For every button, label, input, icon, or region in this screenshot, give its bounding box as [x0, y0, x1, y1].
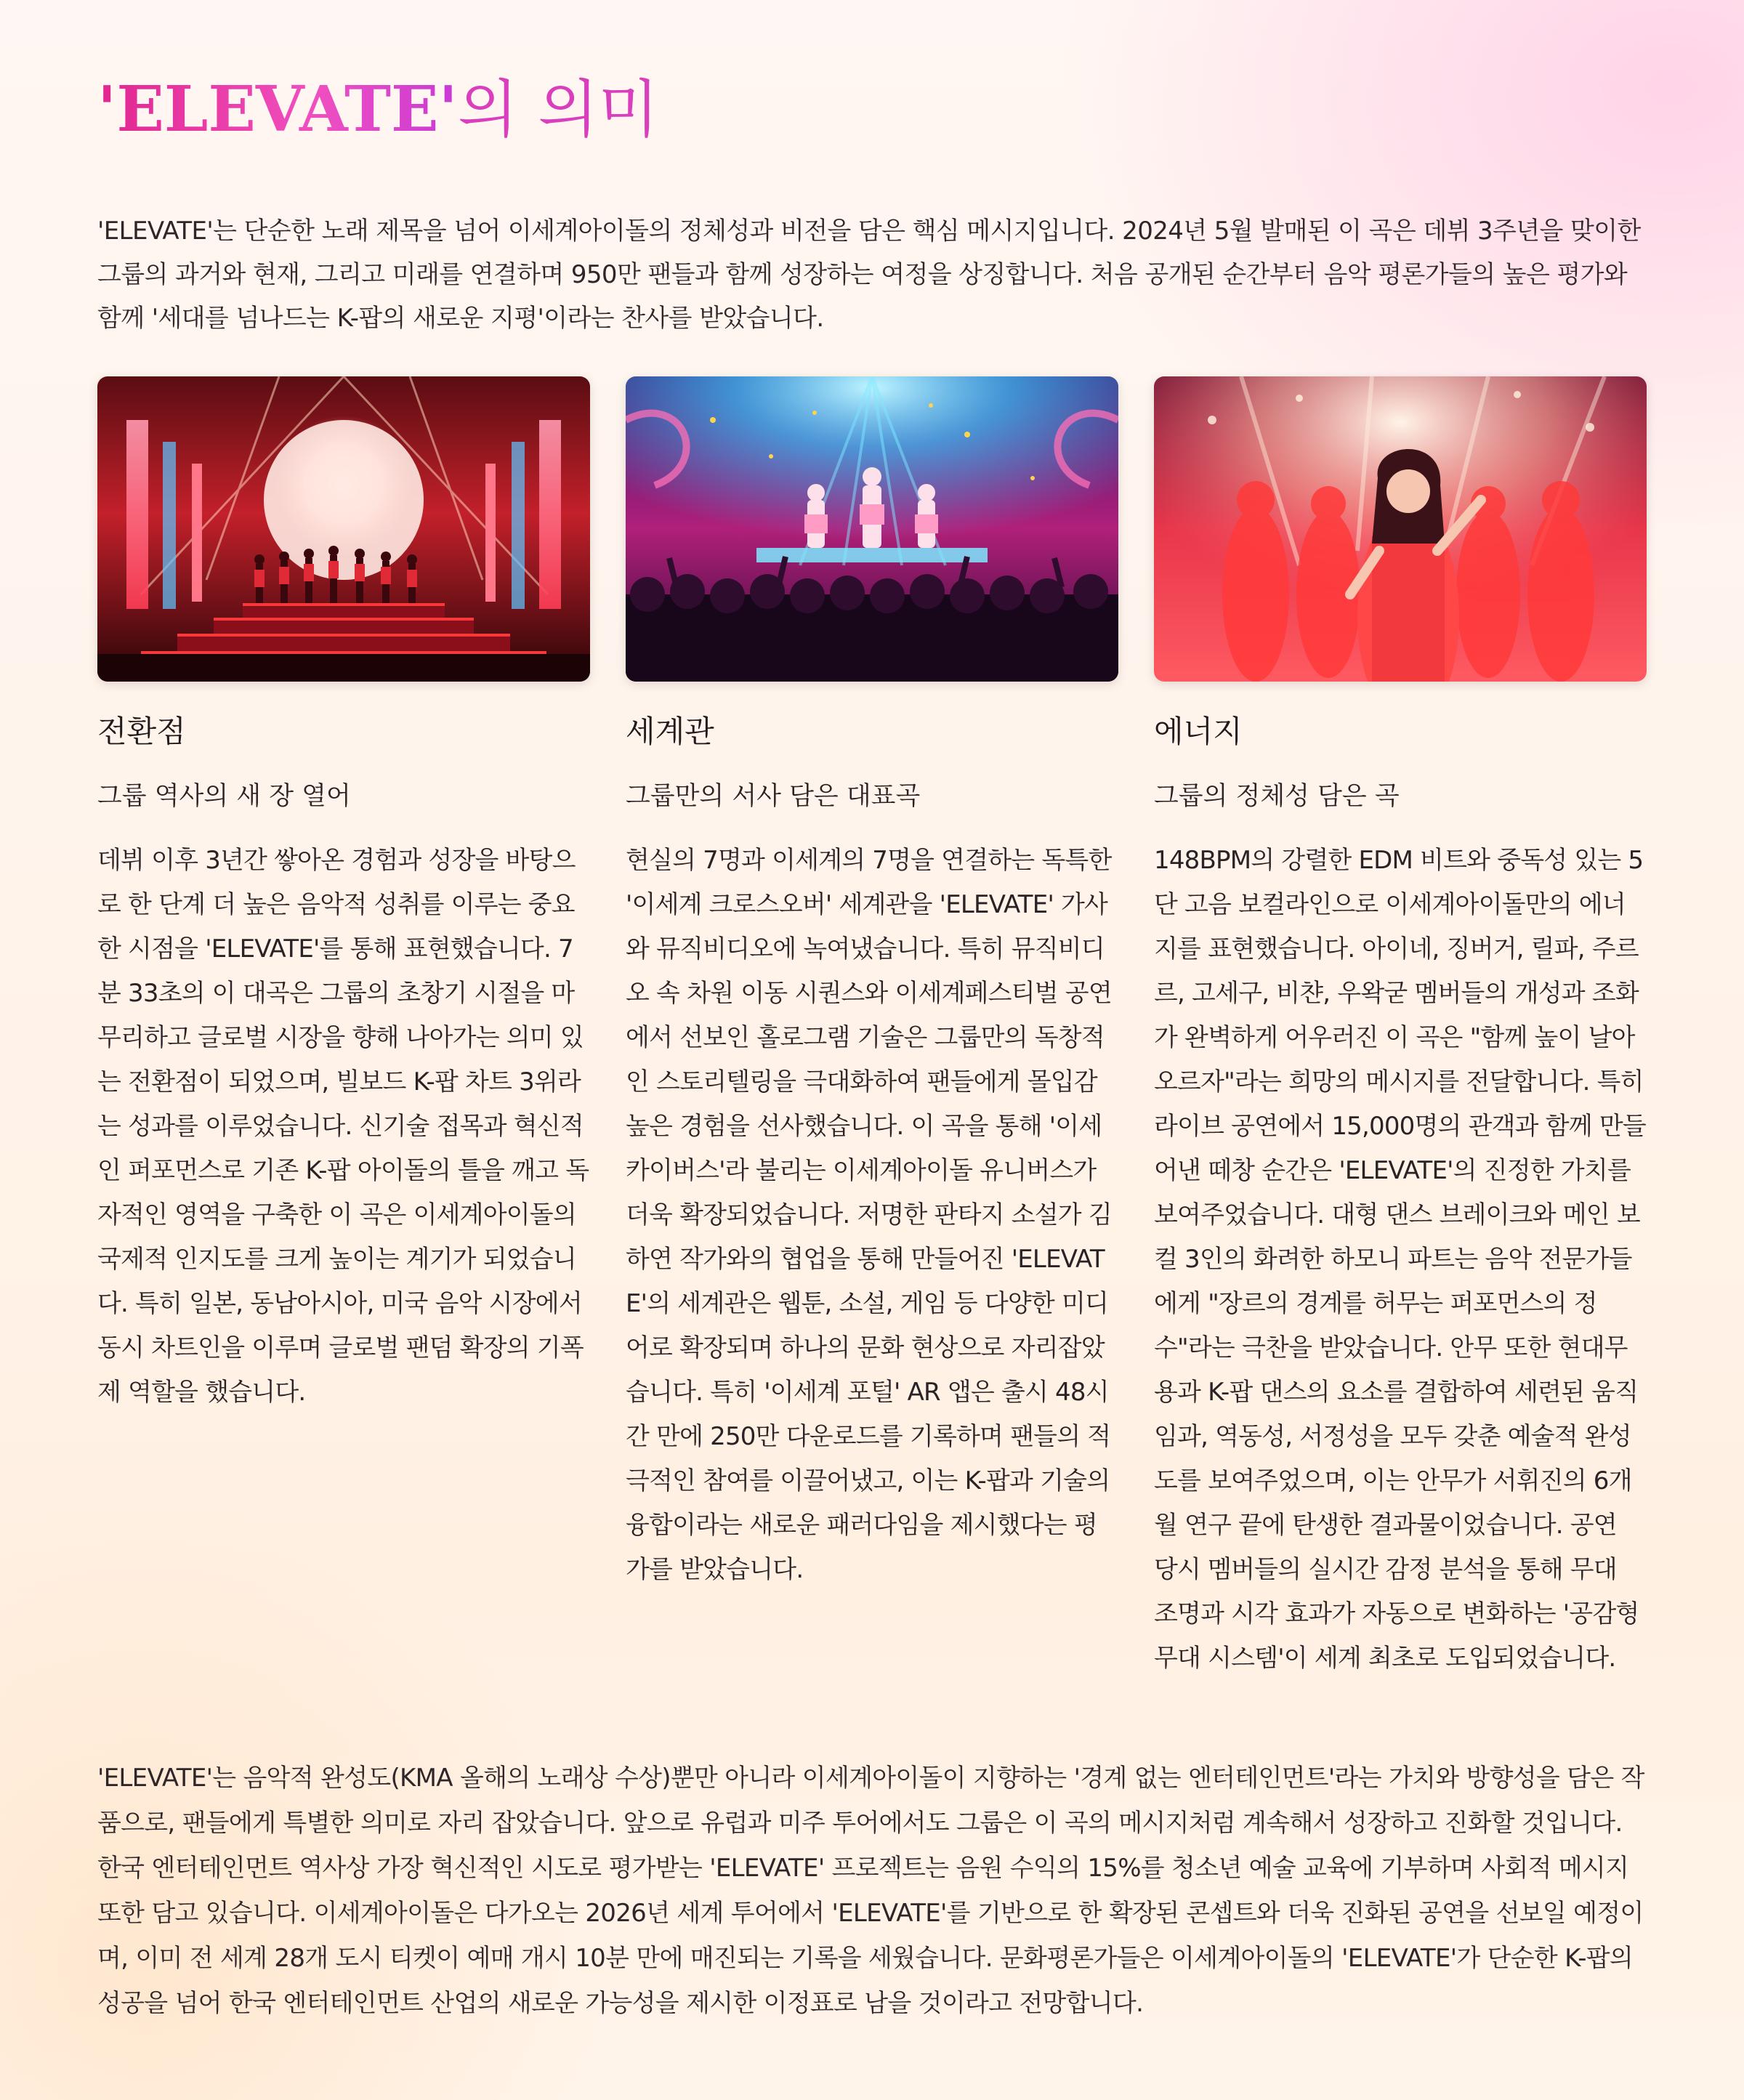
column-subtitle: 그룹만의 서사 담은 대표곡 — [626, 782, 921, 811]
intro-paragraph: 'ELEVATE'는 단순한 노래 제목을 넘어 이세계아이돌의 정체성과 비전을 담은 핵심 메시지입니다. 2024년 5월 발매된 이 곡은 데뷔 3주년을 맞이한 그룹의 과거와 현재, 그리고 미래를 연결하며 950만 팬들과 함께 성장하는 여정을 상징합니다. 처음 공개된 순간부터 음악 평론가들의 높은 평가와 함께 '세대를 넘나드는 K-팝의 새로운 지평'이라는 찬사를 받았습니다. — [97, 217, 1641, 333]
column-title: 전환점 — [97, 714, 186, 749]
feature-column-worldview — [626, 376, 1118, 1681]
feature-columns — [97, 376, 1647, 1681]
title-accent: 'ELEVATE' — [97, 73, 458, 146]
column-subtitle: 그룹 역사의 새 장 열어 — [97, 782, 351, 811]
column-title: 세계관 — [626, 714, 714, 749]
concert-crowd-image — [626, 376, 1118, 682]
column-body: 148BPM의 강렬한 EDM 비트와 중독성 있는 5단 고음 보컬라인으로 이세계아이돌만의 에너지를 표현했습니다. 아이네, 징버거, 릴파, 주르르, 고세구, 비챤, 우왁굳 멤버들의 개성과 조화가 완벽하게 어우러진 이 곡은 "함께 높이 날아오르자"라는 희망의 메시지를 전달합니다. 특히 라이브 공연에서 15,000명의 관객과 함께 만들어낸 떼창 순간은 'ELEVATE'의 진정한 가치를 보여주었습니다. 대형 댄스 브레이크와 메인 보컬 3인의 화려한 하모니 파트는 음악 전문가들에게 "장르의 경계를 허무는 퍼포먼스의 정수"라는 극찬을 받았습니다. 안무 또한 현대무용과 K-팝 댄스의 요소를 결합하여 세련된 움직임과, 역동성, 서정성을 모두 갖춘 예술적 완성도를 보여주었으며, 이는 안무가 서휘진의 6개월 연구 끝에 탄생한 결과물이었습니다. 공연 당시 멤버들의 실시간 감정 분석을 통해 무대 조명과 시각 효과가 자동으로 변화하는 '공감형 무대 시스템'이 세계 최초로 도입되었습니다. — [1154, 846, 1646, 1673]
feature-column-energy — [1154, 376, 1647, 1681]
closing-paragraph: 'ELEVATE'는 음악적 완성도(KMA 올해의 노래상 수상)뿐만 아니라 이세계아이돌이 지향하는 '경계 없는 엔터테인먼트'라는 가치와 방향성을 담은 작품으로, 팬들에게 특별한 의미로 자리 잡았습니다. 앞으로 유럽과 미주 투어에서도 그룹은 이 곡의 메시지처럼 계속해서 성장하고 진화할 것입니다. 한국 엔터테인먼트 역사상 가장 혁신적인 시도로 평가받는 'ELEVATE' 프로젝트는 음원 수익의 15%를 청소년 예술 교육에 기부하며 사회적 메시지 또한 담고 있습니다. 이세계아이돌은 다가오는 2026년 세계 투어에서 'ELEVATE'를 기반으로 한 확장된 콘셉트와 더욱 진화된 공연을 선보일 예정이며, 이미 전 세계 28개 도시 티켓이 예매 개시 10분 만에 매진되는 기록을 세웠습니다. 문화평론가들은 이세계아이돌의 'ELEVATE'가 단순한 K-팝의 성공을 넘어 한국 엔터테인먼트 산업의 새로운 가능성을 제시한 이정표로 남을 것이라고 전망합니다. — [97, 1764, 1644, 2018]
feature-column-turning-point — [97, 376, 590, 1681]
column-title: 에너지 — [1154, 714, 1243, 749]
stage-performance-image — [97, 376, 590, 682]
column-subtitle: 그룹의 정체성 담은 곡 — [1154, 782, 1400, 811]
column-body: 현실의 7명과 이세계의 7명을 연결하는 독특한 '이세계 크로스오버' 세계관을 'ELEVATE' 가사와 뮤직비디오에 녹여냈습니다. 특히 뮤직비디오 속 차원 이동 시퀀스와 이세계페스티벌 공연에서 선보인 홀로그램 기술은 그룹만의 독창적인 스토리텔링을 극대화하여 팬들에게 몰입감 높은 경험을 선사했습니다. 이 곡을 통해 '이세카이버스'라 불리는 이세계아이돌 유니버스가 더욱 확장되었습니다. 저명한 판타지 소설가 김하연 작가와의 협업을 통해 만들어진 'ELEVATE'의 세계관은 웹툰, 소설, 게임 등 다양한 미디어로 확장되며 하나의 문화 현상으로 자리잡았습니다. 특히 '이세계 포털' AR 앱은 출시 48시간 만에 250만 다운로드를 기록하며 팬들의 적극적인 참여를 이끌어냈고, 이는 K-팝과 기술의 융합이라는 새로운 패러다임을 제시했다는 평가를 받았습니다. — [626, 846, 1112, 1584]
title-rest: 의 의미 — [457, 73, 659, 146]
column-body: 데뷔 이후 3년간 쌓아온 경험과 성장을 바탕으로 한 단계 더 높은 음악적 성취를 이루는 중요한 시점을 'ELEVATE'를 통해 표현했습니다. 7분 33초의 이 대곡은 그룹의 초창기 시절을 마무리하고 글로벌 시장을 향해 나아가는 의미 있는 전환점이 되었으며, 빌보드 K-팝 차트 3위라는 성과를 이루었습니다. 신기술 접목과 혁신적인 퍼포먼스로 기존 K-팝 아이돌의 틀을 깨고 독자적인 영역을 구축한 이 곡은 이세계아이돌의 국제적 인지도를 크게 높이는 계기가 되었습니다. 특히 일본, 동남아시아, 미국 음악 시장에서 동시 차트인을 이루며 글로벌 팬덤 확장의 기폭제 역할을 했습니다. — [97, 846, 589, 1407]
page-title — [97, 70, 658, 150]
dance-performance-image — [1154, 376, 1647, 682]
